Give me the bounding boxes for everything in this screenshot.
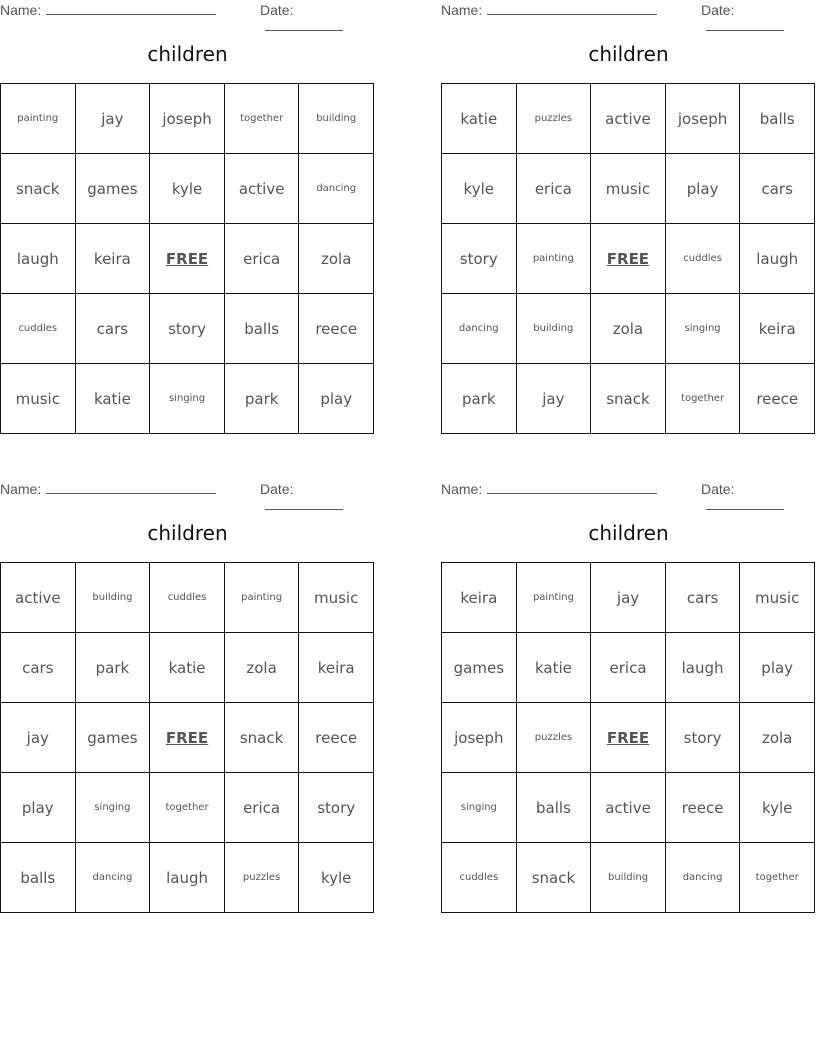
grid-cell: games [75,154,150,224]
card-title: children [147,521,228,545]
card-header [0,2,375,20]
bingo-grid [0,562,374,913]
grid-cell: reece [740,364,815,434]
grid-cell: singing [150,364,225,434]
date-field [701,2,816,34]
grid-row [442,224,815,294]
grid-cell: joseph [150,84,225,154]
name-field [441,481,657,497]
grid-cell: reece [299,294,374,364]
grid-cell: jay [75,84,150,154]
grid-cell: joseph [665,84,740,154]
name-line [46,481,216,494]
grid-cell: reece [299,703,374,773]
grid-cell: cars [1,633,76,703]
grid-cell: dancing [442,294,517,364]
grid-cell: katie [150,633,225,703]
date-field [260,481,375,513]
grid-cell: erica [516,154,591,224]
grid-cell: park [442,364,517,434]
grid-row [1,154,374,224]
grid-cell: keira [442,563,517,633]
grid-cell: together [740,843,815,913]
grid-cell: jay [1,703,76,773]
grid-row [1,563,374,633]
grid-cell: puzzles [224,843,299,913]
grid-row [442,364,815,434]
grid-row [1,364,374,434]
grid-row [1,773,374,843]
grid-row [1,84,374,154]
name-label: Name: [441,481,483,497]
grid-cell: kyle [740,773,815,843]
grid-cell: jay [591,563,666,633]
grid-cell: active [591,84,666,154]
grid-cell: painting [224,563,299,633]
grid-cell: play [665,154,740,224]
grid-cell: together [224,84,299,154]
grid-cell: kyle [442,154,517,224]
grid-cell: erica [224,773,299,843]
card-title: children [588,42,669,66]
grid-cell: keira [75,224,150,294]
grid-cell: dancing [75,843,150,913]
grid-cell: cuddles [1,294,76,364]
grid-cell: together [150,773,225,843]
grid-cell: singing [75,773,150,843]
grid-cell: music [1,364,76,434]
grid-cell: cuddles [665,224,740,294]
grid-cell: cars [75,294,150,364]
grid-cell: music [740,563,815,633]
name-label: Name: [0,2,42,18]
grid-row [442,84,815,154]
name-line [487,2,657,15]
grid-row [1,703,374,773]
bingo-grid [0,83,374,434]
grid-cell: zola [299,224,374,294]
grid-row [442,154,815,224]
name-field [0,481,216,497]
grid-cell: music [591,154,666,224]
grid-cell: jay [516,364,591,434]
name-line [46,2,216,15]
grid-row [442,633,815,703]
grid-cell: park [75,633,150,703]
name-label: Name: [0,481,42,497]
name-line [487,481,657,494]
date-line [265,497,343,510]
date-label: Date: [260,2,294,18]
grid-cell: laugh [740,224,815,294]
grid-cell: park [224,364,299,434]
grid-cell: balls [740,84,815,154]
grid-row [442,703,815,773]
grid-cell: cuddles [150,563,225,633]
grid-cell: cars [740,154,815,224]
grid-row [1,294,374,364]
grid-cell: building [516,294,591,364]
grid-cell: katie [75,364,150,434]
grid-cell: snack [224,703,299,773]
grid-cell: katie [516,633,591,703]
grid-cell: puzzles [516,84,591,154]
bingo-grid [441,83,815,434]
card-title: children [147,42,228,66]
grid-cell: building [591,843,666,913]
grid-cell: play [299,364,374,434]
grid-cell: kyle [150,154,225,224]
grid-cell: story [299,773,374,843]
grid-cell: cuddles [442,843,517,913]
grid-cell: snack [516,843,591,913]
date-line [706,497,784,510]
grid-cell: balls [1,843,76,913]
grid-cell: story [150,294,225,364]
grid-cell: kyle [299,843,374,913]
grid-cell: joseph [442,703,517,773]
grid-cell: active [591,773,666,843]
grid-cell: laugh [150,843,225,913]
grid-cell: keira [299,633,374,703]
grid-row [1,224,374,294]
grid-cell: games [75,703,150,773]
grid-row [1,843,374,913]
date-label: Date: [260,481,294,497]
grid-cell: zola [740,703,815,773]
grid-cell: story [665,703,740,773]
grid-cell: laugh [1,224,76,294]
date-field [260,2,375,34]
free-cell: FREE [150,703,225,773]
name-field [0,2,216,18]
grid-cell: snack [1,154,76,224]
grid-row [442,563,815,633]
grid-cell: balls [516,773,591,843]
grid-cell: together [665,364,740,434]
grid-cell: active [224,154,299,224]
grid-cell: dancing [299,154,374,224]
grid-cell: erica [224,224,299,294]
grid-row [442,843,815,913]
grid-row [442,294,815,364]
grid-cell: games [442,633,517,703]
free-cell: FREE [591,224,666,294]
grid-cell: painting [516,224,591,294]
grid-cell: painting [1,84,76,154]
date-label: Date: [701,2,735,18]
name-field [441,2,657,18]
date-field [701,481,816,513]
date-line [265,18,343,31]
grid-cell: play [1,773,76,843]
grid-row [1,633,374,703]
grid-cell: singing [442,773,517,843]
date-label: Date: [701,481,735,497]
grid-cell: cars [665,563,740,633]
grid-cell: singing [665,294,740,364]
grid-row [442,773,815,843]
card-header [0,481,375,499]
grid-cell: building [299,84,374,154]
grid-cell: puzzles [516,703,591,773]
grid-cell: laugh [665,633,740,703]
name-label: Name: [441,2,483,18]
free-cell: FREE [591,703,666,773]
card-title: children [588,521,669,545]
grid-cell: dancing [665,843,740,913]
grid-cell: music [299,563,374,633]
bingo-grid [441,562,815,913]
grid-cell: zola [224,633,299,703]
grid-cell: keira [740,294,815,364]
grid-cell: balls [224,294,299,364]
date-line [706,18,784,31]
grid-cell: active [1,563,76,633]
card-header [441,481,816,499]
grid-cell: snack [591,364,666,434]
grid-cell: building [75,563,150,633]
free-cell: FREE [150,224,225,294]
grid-cell: zola [591,294,666,364]
grid-cell: play [740,633,815,703]
grid-cell: reece [665,773,740,843]
card-header [441,2,816,20]
grid-cell: erica [591,633,666,703]
grid-cell: painting [516,563,591,633]
grid-cell: story [442,224,517,294]
grid-cell: katie [442,84,517,154]
